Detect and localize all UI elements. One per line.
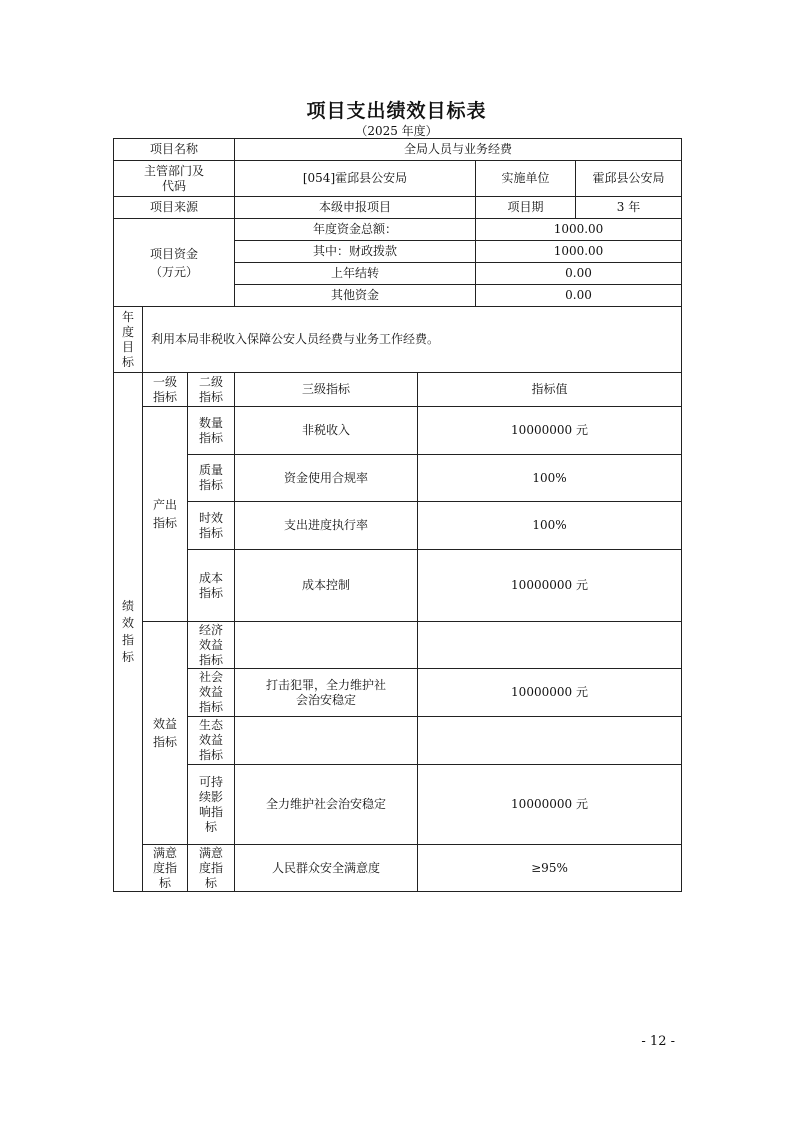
value-cell: 10000000 元 bbox=[418, 407, 682, 455]
l3-cell: 支出进度执行率 bbox=[235, 502, 418, 550]
source-value: 本级申报项目 bbox=[235, 197, 476, 219]
impl-value: 霍邱县公安局 bbox=[576, 161, 682, 197]
l2-cell: 成本指标 bbox=[188, 550, 235, 622]
funds-label: 项目资金（万元） bbox=[114, 219, 235, 307]
goal-text: 利用本局非税收入保障公安人员经费与业务工作经费。 bbox=[143, 307, 682, 373]
project-name-value: 全局人员与业务经费 bbox=[235, 139, 682, 161]
indicators-label: 绩效指标 bbox=[114, 373, 143, 892]
value-cell: 10000000 元 bbox=[418, 669, 682, 717]
l3-cell: 打击犯罪，全力维护社会治安稳定 bbox=[235, 669, 418, 717]
funds-other-label: 其他资金 bbox=[235, 285, 476, 307]
impl-label: 实施单位 bbox=[476, 161, 576, 197]
value-cell bbox=[418, 717, 682, 765]
value-cell: 100% bbox=[418, 455, 682, 502]
l2-cell: 生态效益指标 bbox=[188, 717, 235, 765]
performance-table bbox=[113, 138, 682, 892]
period-label: 项目期 bbox=[476, 197, 576, 219]
funds-carry-value: 0.00 bbox=[476, 263, 682, 285]
period-value: 3 年 bbox=[576, 197, 682, 219]
funds-total-label: 年度资金总额： bbox=[235, 219, 476, 241]
l2-cell: 社会效益指标 bbox=[188, 669, 235, 717]
l2-cell: 时效指标 bbox=[188, 502, 235, 550]
value-cell bbox=[418, 622, 682, 669]
value-cell: 100% bbox=[418, 502, 682, 550]
l2-cell: 满意度指标 bbox=[188, 845, 235, 892]
funds-total-value: 1000.00 bbox=[476, 219, 682, 241]
project-name-label: 项目名称 bbox=[114, 139, 235, 161]
l3-cell bbox=[235, 622, 418, 669]
header-l1: 一级指标 bbox=[143, 373, 188, 407]
header-l2: 二级指标 bbox=[188, 373, 235, 407]
l3-cell: 全力维护社会治安稳定 bbox=[235, 765, 418, 845]
l2-cell: 数量指标 bbox=[188, 407, 235, 455]
dept-value: [054]霍邱县公安局 bbox=[235, 161, 476, 197]
l2-cell: 经济效益指标 bbox=[188, 622, 235, 669]
header-value: 指标值 bbox=[418, 373, 682, 407]
l3-cell: 非税收入 bbox=[235, 407, 418, 455]
value-cell: 10000000 元 bbox=[418, 550, 682, 622]
year-subtitle: （2025 年度） bbox=[355, 124, 438, 138]
funds-carry-label: 上年结转 bbox=[235, 263, 476, 285]
dept-label: 主管部门及代码 bbox=[114, 161, 235, 197]
goal-label: 年度目标 bbox=[114, 307, 143, 373]
value-cell: ≥95% bbox=[418, 845, 682, 892]
header-l3: 三级指标 bbox=[235, 373, 418, 407]
funds-fiscal-label: 其中：财政拨款 bbox=[235, 241, 476, 263]
l3-cell bbox=[235, 717, 418, 765]
page-number: - 12 - bbox=[641, 1034, 675, 1049]
source-label: 项目来源 bbox=[114, 197, 235, 219]
l3-cell: 成本控制 bbox=[235, 550, 418, 622]
l3-cell: 人民群众安全满意度 bbox=[235, 845, 418, 892]
l2-cell: 可持续影响指标 bbox=[188, 765, 235, 845]
page-title: 项目支出绩效目标表 bbox=[306, 100, 487, 122]
benefit-label: 效益指标 bbox=[143, 622, 188, 845]
output-label: 产出指标 bbox=[143, 407, 188, 622]
funds-fiscal-value: 1000.00 bbox=[476, 241, 682, 263]
satisfaction-label: 满意度指标 bbox=[143, 845, 188, 892]
value-cell: 10000000 元 bbox=[418, 765, 682, 845]
l3-cell: 资金使用合规率 bbox=[235, 455, 418, 502]
funds-other-value: 0.00 bbox=[476, 285, 682, 307]
l2-cell: 质量指标 bbox=[188, 455, 235, 502]
